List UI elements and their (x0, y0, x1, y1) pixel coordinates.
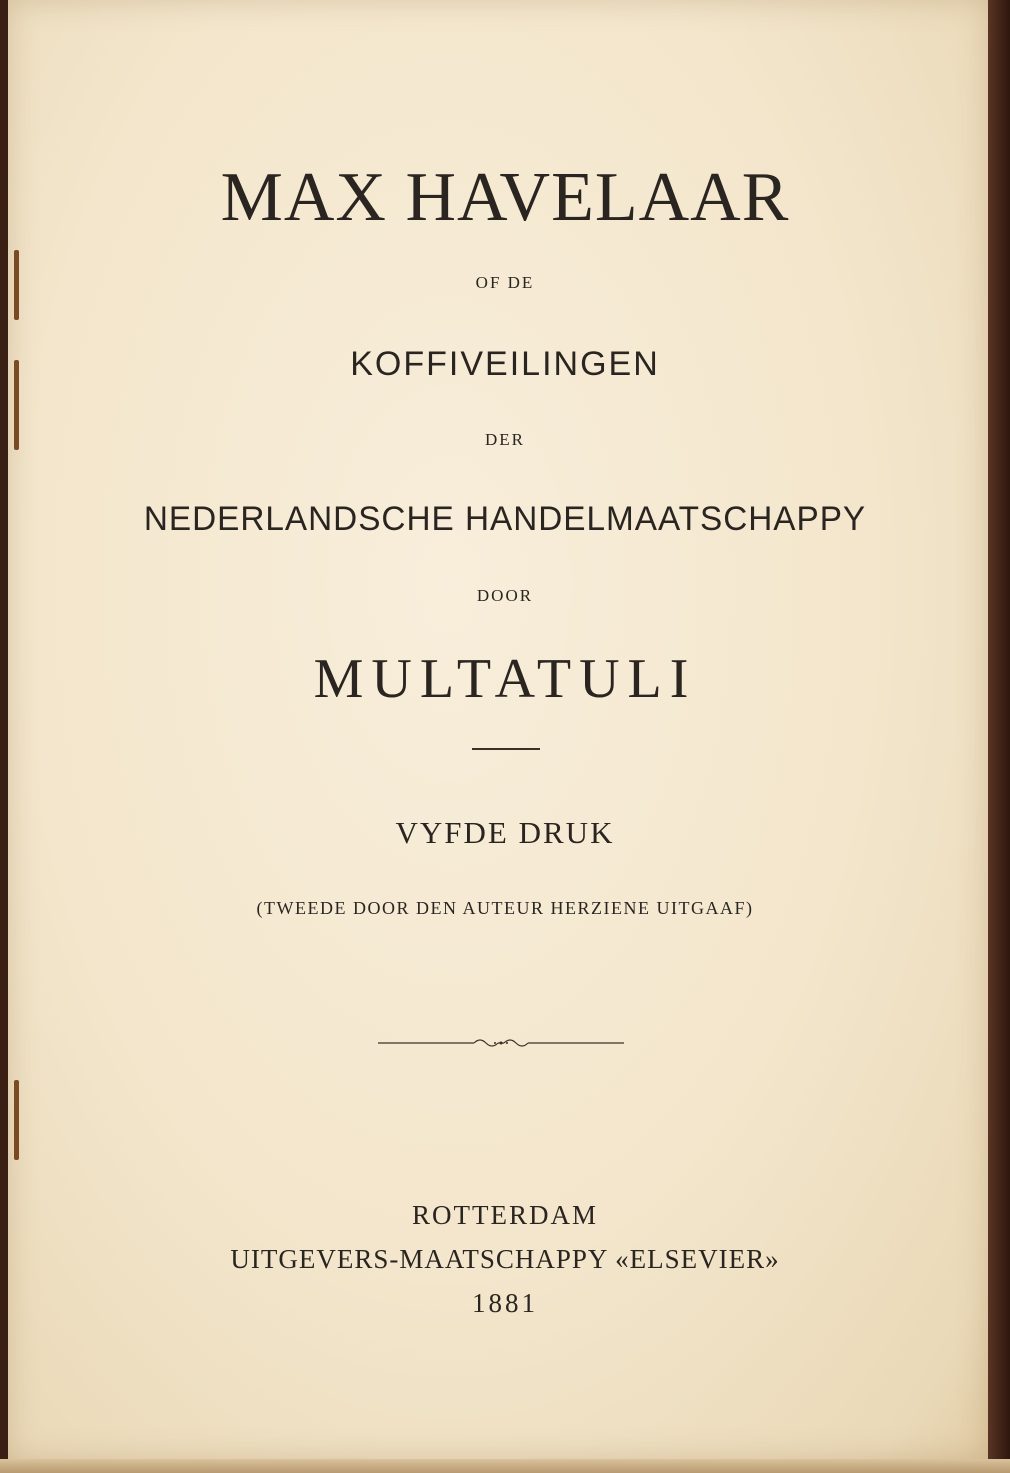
connector-of-de: OF DE (475, 273, 535, 292)
subtitle-handelmaatschappy: NEDERLANDSCHE HANDELMAATSCHAPPY (143, 500, 867, 538)
ornament-divider (378, 1035, 624, 1051)
publication-place: ROTTERDAM (412, 1200, 598, 1230)
divider-rule (472, 748, 540, 750)
publisher-name: UITGEVERS-MAATSCHAPPY «ELSEVIER» (230, 1244, 780, 1274)
publication-year: 1881 (472, 1288, 538, 1318)
connector-door: DOOR (476, 586, 534, 605)
binding-stitch (14, 1080, 19, 1160)
subtitle-koffiveilingen: KOFFIVEILINGEN (350, 345, 660, 383)
edition-label: VYFDE DRUK (395, 815, 615, 850)
page-bottom-edge (0, 1459, 1010, 1473)
connector-der: DER (485, 430, 525, 449)
book-title: MAX HAVELAAR (220, 159, 790, 236)
edition-note: (TWEEDE DOOR DEN AUTEUR HERZIENE UITGAAF) (256, 898, 754, 918)
author-name: MULTATULI (313, 648, 697, 710)
